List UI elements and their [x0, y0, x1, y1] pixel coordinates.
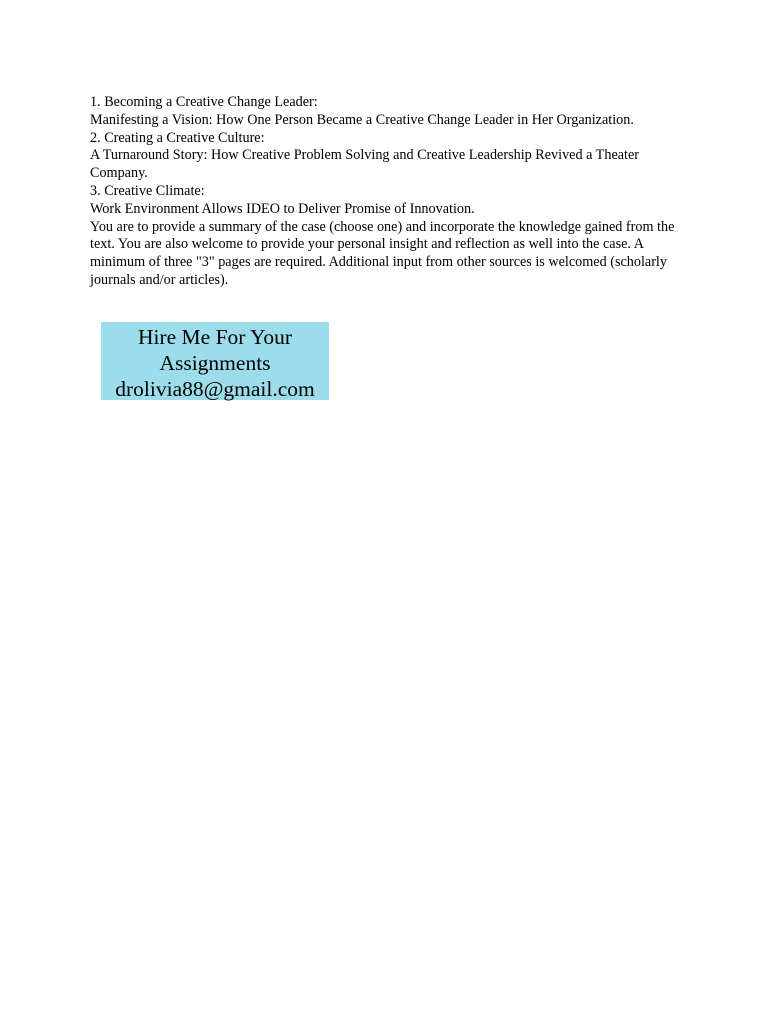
case-1-heading: 1. Becoming a Creative Change Leader: [90, 94, 318, 110]
case-3-title: Work Environment Allows IDEO to Deliver Promise of Innovation. [90, 200, 475, 217]
case-2-title: A Turnaround Story: How Creative Problem Solving and Creative Leadership Revived a Theater Company. [90, 147, 640, 182]
promo-line-1: Hire Me For Your [137, 325, 293, 349]
promo-line-2: Assignments [159, 351, 271, 375]
promo-email: drolivia88@gmail.com [115, 377, 315, 401]
assignment-text [90, 94, 690, 290]
case-2-heading: 2. Creating a Creative Culture: [90, 129, 265, 146]
assignment-instructions: You are to provide a summary of the case (choose one) and incorporate the knowledge gained from the text. You are also welcome to provide your personal insight and reflection as well into the case. A minimum of three "3" pages are required. Additional input from other sources is welcomed (scholarly journals and/or articles). [90, 218, 675, 288]
case-1-title: Manifesting a Vision: How One Person Became a Creative Change Leader in Her Organization. [90, 111, 634, 128]
promo-banner [101, 322, 329, 400]
case-3-heading: 3. Creative Climate: [90, 182, 205, 199]
